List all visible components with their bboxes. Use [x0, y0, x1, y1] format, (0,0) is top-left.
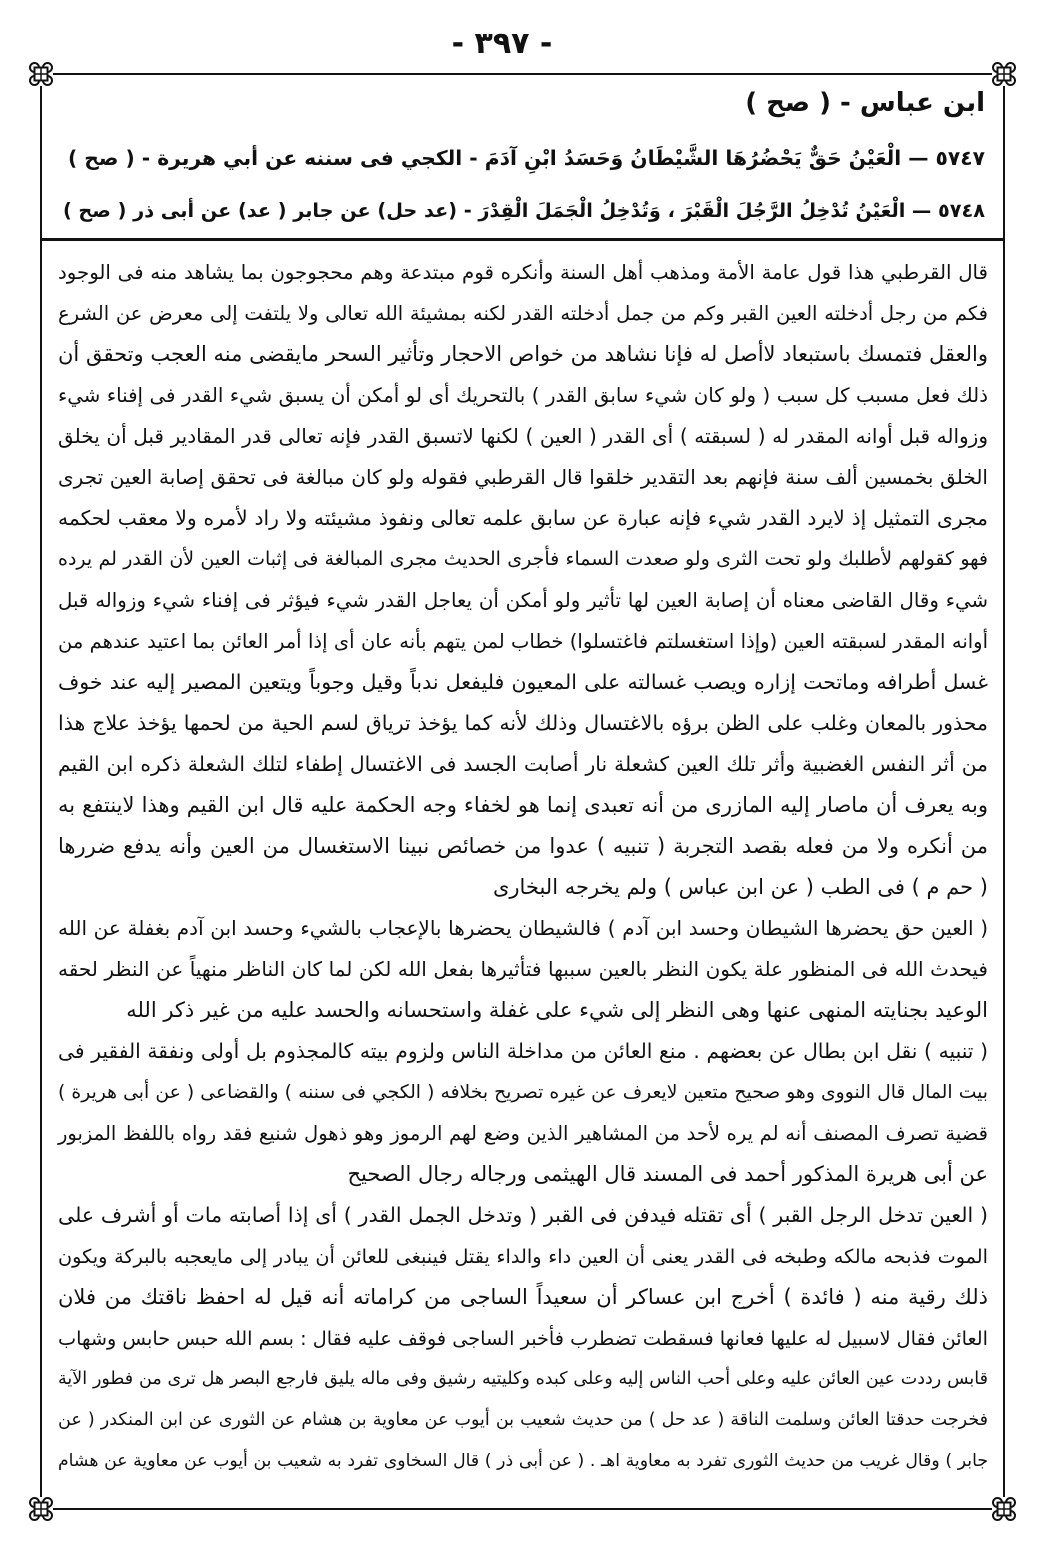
commentary-line: وزواله قبل أوانه المقدر له ( لسبقته ) أى القدر ( العين ) لكنها لاتسبق القدر فإنه تعالى قدر المقادير قبل أن يخلق — [58, 424, 988, 448]
corner-ornament-icon — [989, 59, 1019, 89]
commentary-line: وبه يعرف أن ماصار إليه المازرى من أنه تعبدى إنما هو لخفاء وجه الحكمة عليه قال ابن القيم وهذا لاينتفع به — [58, 793, 988, 817]
commentary-line: الوعيد بجنايته المنهى عنها وهى النظر إلى شيء على غفلة واستحسانه والحسد عليه من غير ذكر الله — [126, 998, 988, 1022]
commentary-line: فيحدث الله فى المنظور علة يكون النظر بالعين سببها فتأثيرها بفعل الله لكن لما كان الناظر منهياً عن النظر لحقه — [58, 957, 988, 981]
commentary-line: ( حم م ) فى الطب ( عن ابن عباس ) ولم يخرجه البخارى — [492, 875, 988, 899]
section-divider — [42, 238, 1003, 241]
corner-ornament-icon — [26, 59, 56, 89]
commentary-line: غسل أطرافه وماتحت إزاره ويصب غسالته على المعيون فليفعل ندباً وقيل وجوباً ويتعين المصير إليه عند خوف — [58, 670, 988, 694]
corner-ornament-icon — [26, 1494, 56, 1524]
commentary-line: شيء وقال القاضى معناه أن إصابة العين لها تأثير ولو أمكن أن يعاجل القدر شيء فيؤثر فى إفناء شيء وزواله قبل — [58, 589, 988, 612]
commentary-line: بيت المال قال النووى وهو صحيح متعين لايعرف عن غيره تصريح بخلافه ( الكجي فى سننه ) والقضاعى ( عن أبى هريرة ) — [58, 1082, 988, 1103]
commentary-line: محذور بالمعان وغلب على الظن برؤه بالاغتسال وذلك لأنه كما يؤخذ ترياق لسم الحية من لحمها يؤخذ علاج هذا — [58, 711, 988, 735]
commentary-line: ذلك فعل مسبب كل سبب ( ولو كان شيء سابق القدر ) بالتحريك أى لو أمكن أن يسبق شيء القدر فى إفناء شيء — [58, 384, 988, 407]
commentary-line: فهو كقولهم لأطلبك ولو تحت الثرى ولو صعدت السماء فأجرى الحديث مجرى المبالغة فى إثبات العين لأن القدر لم يرده — [58, 548, 988, 570]
commentary-line: فخرجت حدقتا العائن وسلمت الناقة ( عد حل ) من حديث شعيب بن أيوب عن معاوية بن هشام عن الثورى عن ابن المنكدر ( عن — [58, 1410, 988, 1430]
commentary-line: من أثر النفس الغضبية وأثر تلك العين كشعلة نار أصابت الجسد فى الاغتسال إطفاء لتلك الشعلة ذكره ابن القيم — [58, 752, 988, 776]
commentary-line: قال القرطبي هذا قول عامة الأمة ومذهب أهل السنة وأنكره قوم مبتدعة وهم محجوجون بما يشاهد منه فى الوجود — [58, 261, 988, 284]
commentary-block — [58, 252, 988, 1482]
commentary-line: قضية تصرف المصنف أنه لم يره لأحد من المشاهير الذين وضع لهم الرموز وهو ذهول شنيع فقد رواه باللفظ المزبور — [58, 1122, 988, 1145]
commentary-line: والعقل فتمسك باستبعاد لاأصل له فإنا نشاهد من خواص الاحجار وتأثير السحر مايقضى منه العجب وتحقق أن — [58, 342, 988, 366]
commentary-line: الخلق بخمسين ألف سنة فإنهم بعد التقدير خلقوا قال القرطبي فقوله ولو كان مبالغة فى تحقق إصابة العين تجرى — [58, 465, 988, 489]
commentary-line: ( العين حق يحضرها الشيطان وحسد ابن آدم ) فالشيطان يحضرها بالإعجاب بالشيء وحسد ابن آدم بغفلة عن الله — [58, 916, 988, 940]
hadith-5747: ٥٧٤٧ — الْعَيْنُ حَقٌّ يَحْضُرُهَا الشَّيْطَانُ وَحَسَدُ ابْنِ آدَمَ - الكجي فى سننه عن أبي هريرة - ( صح ) — [67, 146, 985, 170]
commentary-line: ( العين تدخل الرجل القبر ) أى تقتله فيدفن فى القبر ( وتدخل الجمل القدر ) أى إذا أصابته مات أو أشرف على — [58, 1203, 988, 1227]
hadith-5746-tail: ابن عباس - ( صح ) — [745, 88, 985, 118]
commentary-line: الموت فذبحه مالكه وطبخه فى القدر يعنى أن العين داء والداء يقتل فينبغى للعائن أن يبادر إلى مايعجبه بالبركة ويكون — [58, 1245, 988, 1268]
commentary-line: عن أبى هريرة المذكور أحمد فى المسند قال الهيثمى ورجاله رجال الصحيح — [347, 1162, 988, 1186]
commentary-line: أوانه المقدر لسبقته العين (وإذا استغسلتم فاغتسلوا) خطاب لمن يتهم بأنه عان أى إذا أمر العائن بما اعتيد عندهم من — [58, 630, 988, 653]
commentary-line: جابر ) وقال غريب من حديث الثورى تفرد به معاوية اهـ . ( عن أبى ذر ) قال السخاوى تفرد به شعيب بن أيوب عن معاوية عن هشام — [58, 1451, 988, 1471]
commentary-line: من أنكره ولا من فعله بقصد التجربة ( تنبيه ) عدوا من خصائص نبينا الاستغسال من العين وأنه يدفع ضررها — [58, 834, 988, 858]
corner-ornament-icon — [989, 1494, 1019, 1524]
commentary-line: ( تنبيه ) نقل ابن بطال عن بعضهم . منع العائن من مداخلة الناس ولزوم بيته كالمجذوم بل أولى ونفقة الفقير فى — [58, 1039, 988, 1063]
commentary-line: فكم من رجل أدخلته العين القبر وكم من جمل أدخلته القدر لكنه بمشيئة الله تعالى ولا يلتفت إلى معرض عن الشرع — [58, 302, 988, 325]
commentary-line: مجرى التمثيل إذ لايرد القدر شيء فإنه عبارة عن سابق علمه تعالى ونفوذ مشيئته ولا راد لأمره ولا معقب لحكمه — [58, 506, 988, 530]
commentary-line: العائن فقال لاسبيل له عليها فعانها فسقطت تضطرب فأخبر الساجى فوقف عليه فقال : بسم الله حبس حابس وشهاب — [58, 1327, 988, 1350]
commentary-line: ذلك رقية منه ( فائدة ) أخرج ابن عساكر أن سعيداً الساجى من كراماته أنه قيل له احفظ ناقتك من فلان — [58, 1285, 988, 1309]
page-number: - ٣٩٧ - — [451, 26, 553, 61]
hadith-5748: ٥٧٤٨ — الْعَيْنُ تُدْخِلُ الرَّجُلَ الْقَبْرَ ، وَتُدْخِلُ الْجَمَلَ الْقِدْرَ - (عد حل) عن جابر ( عد) عن أبى ذر ( صح ) — [62, 199, 985, 222]
commentary-line: قابس رددت عين العائن عليه وعلى أحب الناس إليه وعلى كبده وكليتيه رشيق وفى ماله يليق فارجع البصر هل ترى من فطور الآية — [58, 1369, 988, 1389]
